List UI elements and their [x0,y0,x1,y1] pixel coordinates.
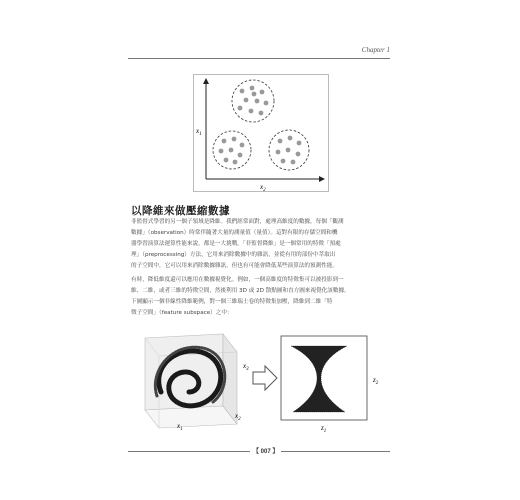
paragraph-1-line: 數據」（observation）時常伴隨著大量的測量值（量值）。這對有限的存儲空間和機 [131,230,338,236]
left-x3-label: $x_3$ [243,362,249,372]
cluster-plot [194,75,328,191]
paragraph-1-line: 的子空間中，它可以用來消除數據雜訊，但也有可能會降低某些演算法的預測性能。 [131,263,338,269]
chapter-label: Chapter 1 [361,46,390,54]
y-axis-label: $x_1$ [196,127,202,137]
paragraph-2-line: 有時，降低維度還可以應用在數據視覺化。例如，一個高維度的特徵集可以被投影到一 [131,277,344,283]
header-rule [128,58,390,59]
right-z2-label: $z_2$ [373,376,379,386]
transform-arrow [253,366,277,390]
paragraph-1-line: 器學習演算法運算性能來說，都是一大挑戰。「非監督降維」是一個常用的特徵「預處 [131,241,341,247]
x-axis-label: $x_2$ [260,183,266,191]
paragraph-1-line: 理」（preprocessing）方法，它用來消除數據中的雜訊，並從有用的部份中萃取出 [131,252,336,258]
cluster-bottom-right [269,130,309,170]
cluster-figure [193,74,329,192]
paragraph-2-line: 下圖顯示一個非線性降維範例，對一個三維瑞士卷的特徵集加壓，降維到二維「特 [131,299,333,305]
swiss-roll-figure [131,332,393,432]
section-title: 以降維來做壓縮數據 [131,205,230,217]
paragraph-2-line: 維、二維，或者三維的特徵空間，然後利用 3D 或 2D 散點圖和直方圖來視覺化該數據。 [131,288,350,294]
paragraph-1 [131,217,393,272]
embedding-2d-plot [281,336,367,420]
right-z1-label: $z_1$ [321,424,327,432]
paragraph-1-line: 非監督式學習的另一個子領域是降維。我們經常面對，處理高維度的數據，每個「觀測 [131,219,344,225]
dimensionality-reduction-figure [131,332,393,432]
left-x1-label: $x_1$ [177,422,183,432]
page-number: 【 007 】 [250,446,281,455]
cluster-bottom-left [213,131,251,169]
left-x2-label: $x_2$ [235,412,241,422]
paragraph-2 [131,275,393,319]
cluster-top [232,80,274,122]
paragraph-2-line: 徵子空間」（feature subspace）之中： [131,310,233,316]
